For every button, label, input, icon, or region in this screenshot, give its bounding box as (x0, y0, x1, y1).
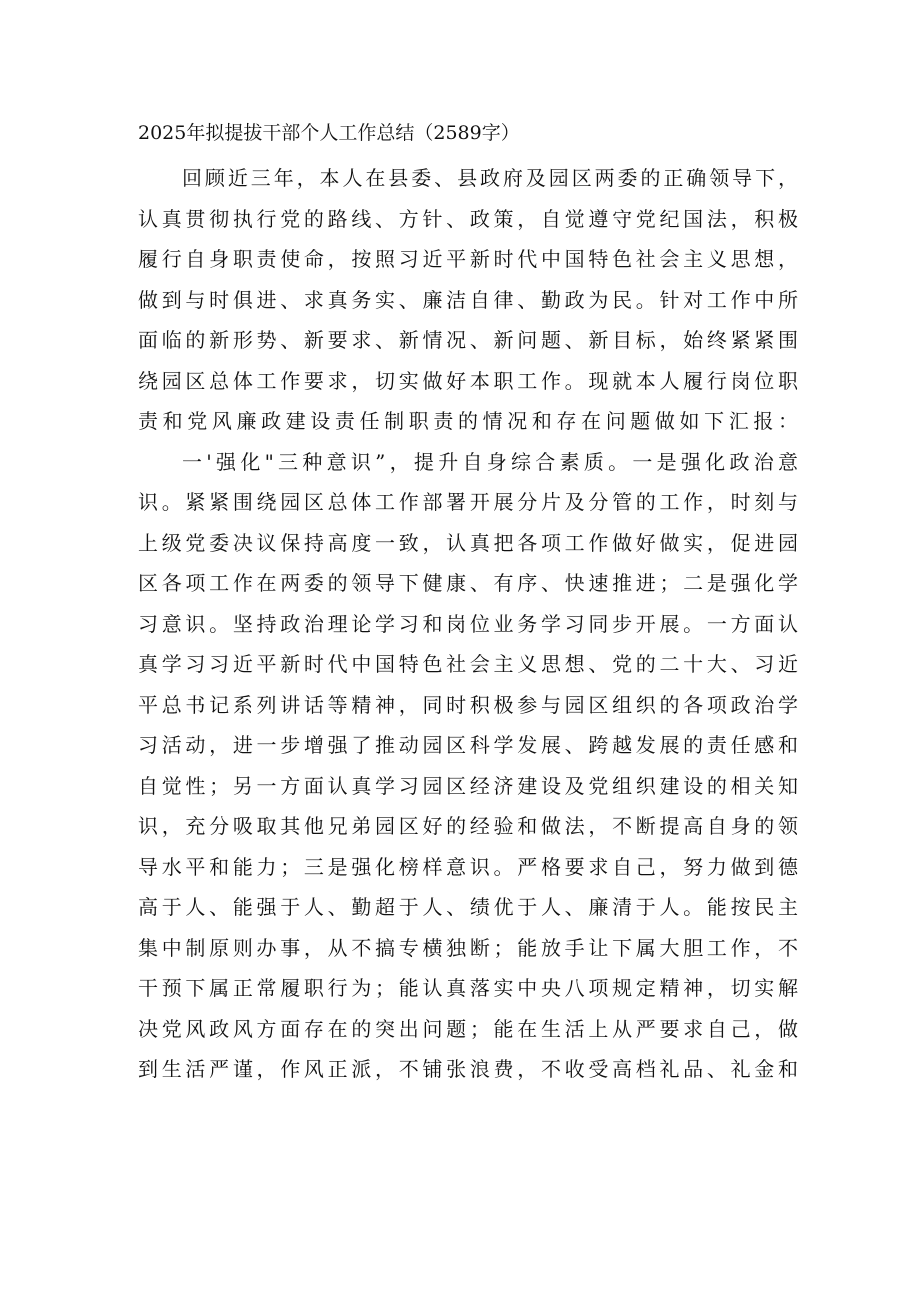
body-text-line: 区各项工作在两委的领导下健康、有序、快速推进；二是强化学 (138, 571, 798, 595)
body-text-line: 做到与时俱进、求真务实、廉洁自律、勤政为民。针对工作中所 (138, 287, 798, 312)
body-text-line: 自觉性；另一方面认真学习园区经济建设及党组织建设的相关知 (138, 773, 798, 798)
document-title: 2025年拟提拔干部个人工作总结（2589字） (138, 122, 520, 144)
body-text-line: 到生活严谨，作风正派，不铺张浪费，不收受高档礼品、礼金和 (138, 1057, 798, 1081)
document-body (138, 158, 798, 1090)
body-text-line: 履行自身职责使命，按照习近平新时代中国特色社会主义思想， (138, 247, 798, 271)
body-text-line: 干预下属正常履职行为；能认真落实中央八项规定精神，切实解 (138, 976, 798, 1000)
body-text-line: 识。紧紧围绕园区总体工作部署开展分片及分管的工作，时刻与 (138, 490, 798, 514)
body-text-line: 责和党风廉政建设责任制职责的情况和存在问题做如下汇报： (138, 409, 798, 433)
body-text-line: 回顾近三年，本人在县委、县政府及园区两委的正确领导下， (182, 166, 798, 190)
body-text-line: 识，充分吸取其他兄弟园区好的经验和做法，不断提高自身的领 (138, 814, 798, 838)
body-text-line: 绕园区总体工作要求，切实做好本职工作。现就本人履行岗位职 (138, 368, 798, 393)
body-text-line: 集中制原则办事，从不搞专横独断；能放手让下属大胆工作，不 (138, 935, 798, 960)
body-text-line: 认真贯彻执行党的路线、方针、政策，自觉遵守党纪国法，积极 (138, 206, 798, 231)
body-text-line: 习意识。坚持政治理论学习和岗位业务学习同步开展。一方面认 (138, 611, 798, 636)
body-text-line: 面临的新形势、新要求、新情况、新问题、新目标，始终紧紧围 (138, 328, 798, 352)
body-text-line: 真学习习近平新时代中国特色社会主义思想、党的二十大、习近 (138, 652, 798, 676)
body-text-line: 决党风政风方面存在的突出问题；能在生活上从严要求自己，做 (138, 1016, 798, 1041)
body-text-line: 高于人、能强于人、勤超于人、绩优于人、廉清于人。能按民主 (138, 895, 798, 919)
body-text-line: 导水平和能力；三是强化榜样意识。严格要求自己，努力做到德 (138, 854, 798, 879)
body-text-line: 习活动，进一步增强了推动园区科学发展、跨越发展的责任感和 (138, 733, 798, 757)
body-text-line: 一'强化"三种意识”，提升自身综合素质。一是强化政治意 (182, 449, 798, 474)
body-text-line: 上级党委决议保持高度一致，认真把各项工作做好做实，促进园 (138, 530, 798, 555)
body-text-line: 平总书记系列讲话等精神，同时积极参与园区组织的各项政治学 (138, 692, 798, 717)
